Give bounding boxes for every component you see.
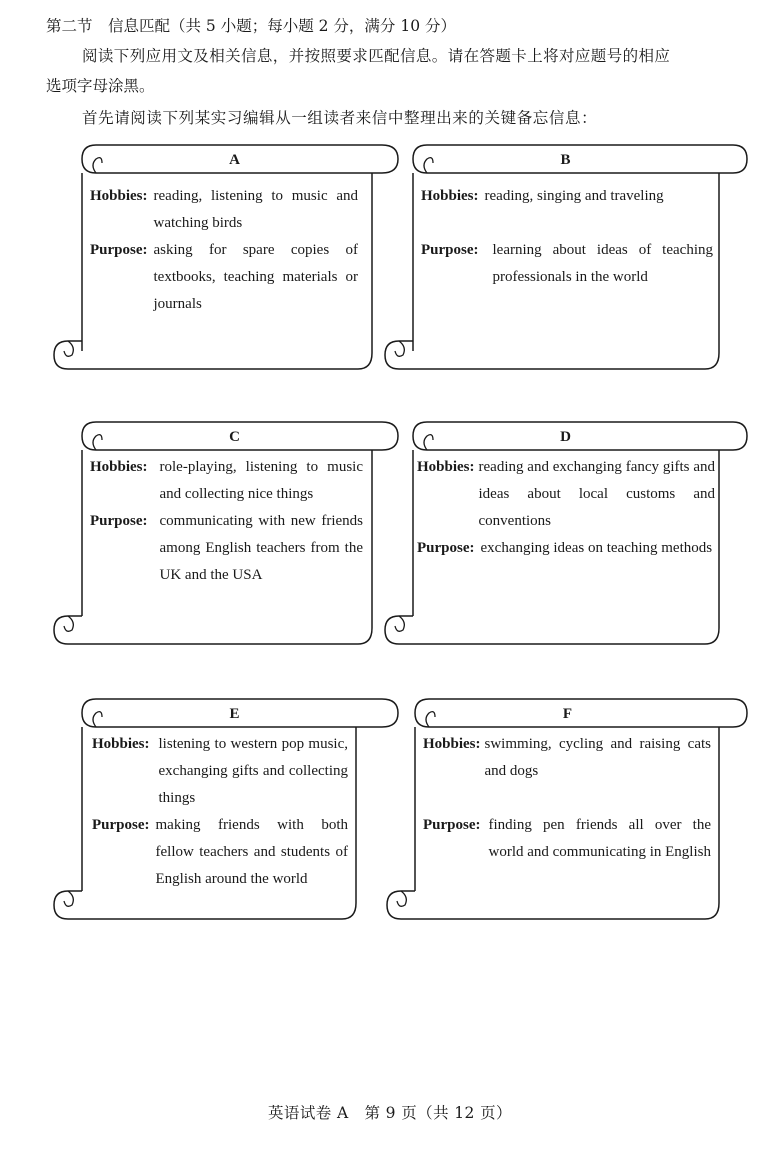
hobbies-value: reading, listening to music and watching birds — [153, 188, 358, 231]
hobbies-value: listening to western pop music, exchanging gifts and collecting things — [158, 736, 348, 806]
purpose-value: communicating with new friends among English teachers from the UK and the USA — [159, 513, 363, 583]
hobbies-row — [90, 454, 363, 508]
purpose-label: Purpose: — [423, 817, 481, 833]
hobbies-label: Hobbies: — [92, 736, 150, 752]
purpose-label: Purpose: — [90, 513, 148, 529]
card-letter: A — [229, 152, 240, 168]
hobbies-value: role-playing, listening to music and collecting nice things — [159, 459, 363, 502]
card-letter: F — [562, 706, 573, 722]
hobbies-value: swimming, cycling and raising cats and dogs — [484, 736, 711, 779]
hobbies-row — [92, 731, 348, 812]
card-letter: C — [229, 429, 240, 445]
purpose-row — [90, 508, 363, 589]
purpose-value: finding pen friends all over the world and communicating in English — [488, 817, 711, 860]
purpose-row — [90, 237, 358, 318]
section-title: 第二节 信息匹配（共 5 小题；每小题 2 分，满分 10 分） — [46, 17, 457, 35]
purpose-value: asking for spare copies of textbooks, teaching materials or journals — [153, 242, 358, 312]
instruction-line-2: 选项字母涂黑。 — [46, 77, 155, 95]
hobbies-label: Hobbies: — [417, 459, 475, 475]
hobbies-value: reading and exchanging fancy gifts and ideas about local customs and conventions — [478, 459, 715, 529]
purpose-row — [417, 535, 715, 562]
memo-card-c — [52, 420, 397, 650]
purpose-value: exchanging ideas on teaching methods — [480, 540, 713, 556]
purpose-row — [92, 812, 348, 893]
hobbies-label: Hobbies: — [90, 459, 148, 475]
hobbies-row — [421, 183, 713, 210]
hobbies-row — [417, 454, 715, 535]
hobbies-label: Hobbies: — [423, 736, 481, 752]
hobbies-label: Hobbies: — [421, 188, 479, 204]
purpose-label: Purpose: — [90, 242, 148, 258]
purpose-row — [423, 812, 711, 866]
memo-card-e — [52, 697, 397, 927]
purpose-value: learning about ideas of teaching professionals in the world — [492, 242, 713, 285]
card-letter: E — [229, 706, 240, 722]
purpose-value: making friends with both fellow teachers and students of English around the world — [155, 817, 348, 887]
purpose-label: Purpose: — [421, 242, 479, 258]
hobbies-label: Hobbies: — [90, 188, 148, 204]
intro-text: 首先请阅读下列某实习编辑从一组读者来信中整理出来的关键备忘信息： — [82, 109, 598, 127]
instruction-line-1: 阅读下列应用文及相关信息，并按照要求匹配信息。请在答题卡上将对应题号的相应 — [82, 47, 671, 65]
memo-card-a — [52, 143, 397, 373]
memo-card-b — [383, 143, 728, 373]
memo-card-f — [385, 697, 730, 927]
hobbies-row — [423, 731, 711, 785]
memo-card-d — [383, 420, 728, 650]
card-letter: D — [560, 429, 571, 445]
purpose-label: Purpose: — [92, 817, 150, 833]
hobbies-value: reading, singing and traveling — [484, 188, 664, 204]
card-letter: B — [560, 152, 571, 168]
hobbies-row — [90, 183, 358, 237]
page-footer: 英语试卷 A 第 9 页（共 12 页） — [268, 1104, 512, 1122]
purpose-row — [421, 237, 713, 291]
purpose-label: Purpose: — [417, 540, 475, 556]
